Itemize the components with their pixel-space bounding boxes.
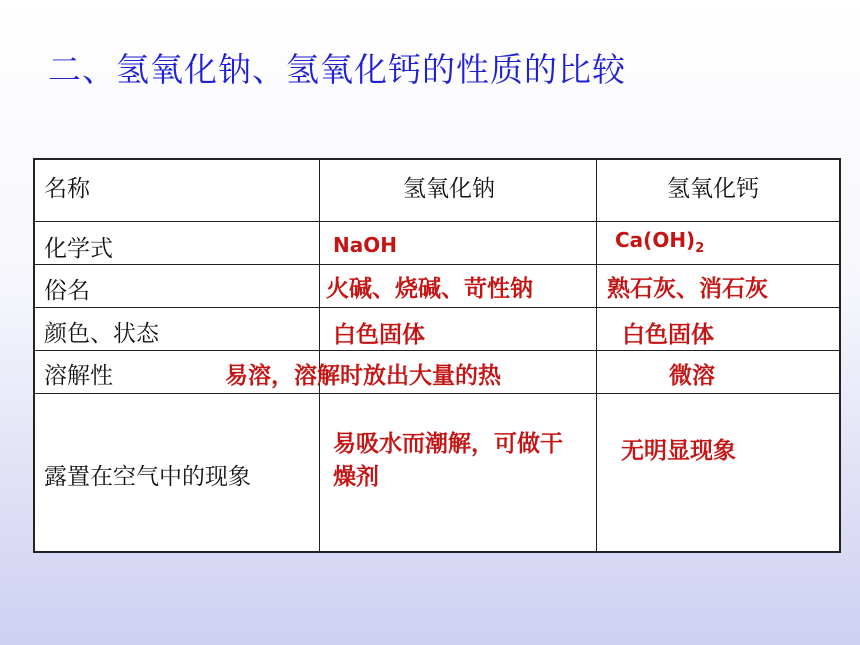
row-divider — [35, 307, 839, 308]
caoh-air-exposure: 无明显现象 — [621, 438, 736, 464]
row-divider — [35, 221, 839, 222]
naoh-common-name: 火碱、烧碱、苛性钠 — [326, 276, 533, 302]
naoh-formula: NaOH — [333, 233, 397, 257]
header-caoh: 氢氧化钙 — [667, 176, 759, 202]
comparison-table — [33, 158, 841, 553]
naoh-air-exposure: 易吸水而潮解，可做干燥剂 — [333, 431, 563, 490]
formula-subscript: 2 — [695, 241, 705, 256]
row-label-common-name: 俗名 — [44, 278, 90, 304]
header-naoh: 氢氧化钠 — [403, 176, 495, 202]
row-divider — [35, 264, 839, 265]
row-divider — [35, 393, 839, 394]
naoh-solubility: 易溶，溶解时放出大量的热 — [225, 363, 501, 389]
caoh-solubility: 微溶 — [669, 363, 715, 389]
caoh-common-name: 熟石灰、消石灰 — [607, 276, 768, 302]
caoh-appearance: 白色固体 — [622, 322, 714, 348]
column-divider — [596, 160, 597, 551]
naoh-appearance: 白色固体 — [333, 322, 425, 348]
row-label-solubility: 溶解性 — [44, 363, 113, 389]
column-divider — [319, 160, 320, 551]
slide-title: 二、氢氧化钠、氢氧化钙的性质的比较 — [48, 50, 626, 89]
row-label-air-exposure: 露置在空气中的现象 — [44, 464, 251, 490]
caoh-formula: $Ca(OH)_2$ — [615, 228, 705, 256]
row-label-formula: 化学式 — [44, 236, 113, 262]
row-label-appearance: 颜色、状态 — [44, 321, 159, 347]
row-divider — [35, 350, 839, 351]
header-name: 名称 — [44, 176, 90, 202]
